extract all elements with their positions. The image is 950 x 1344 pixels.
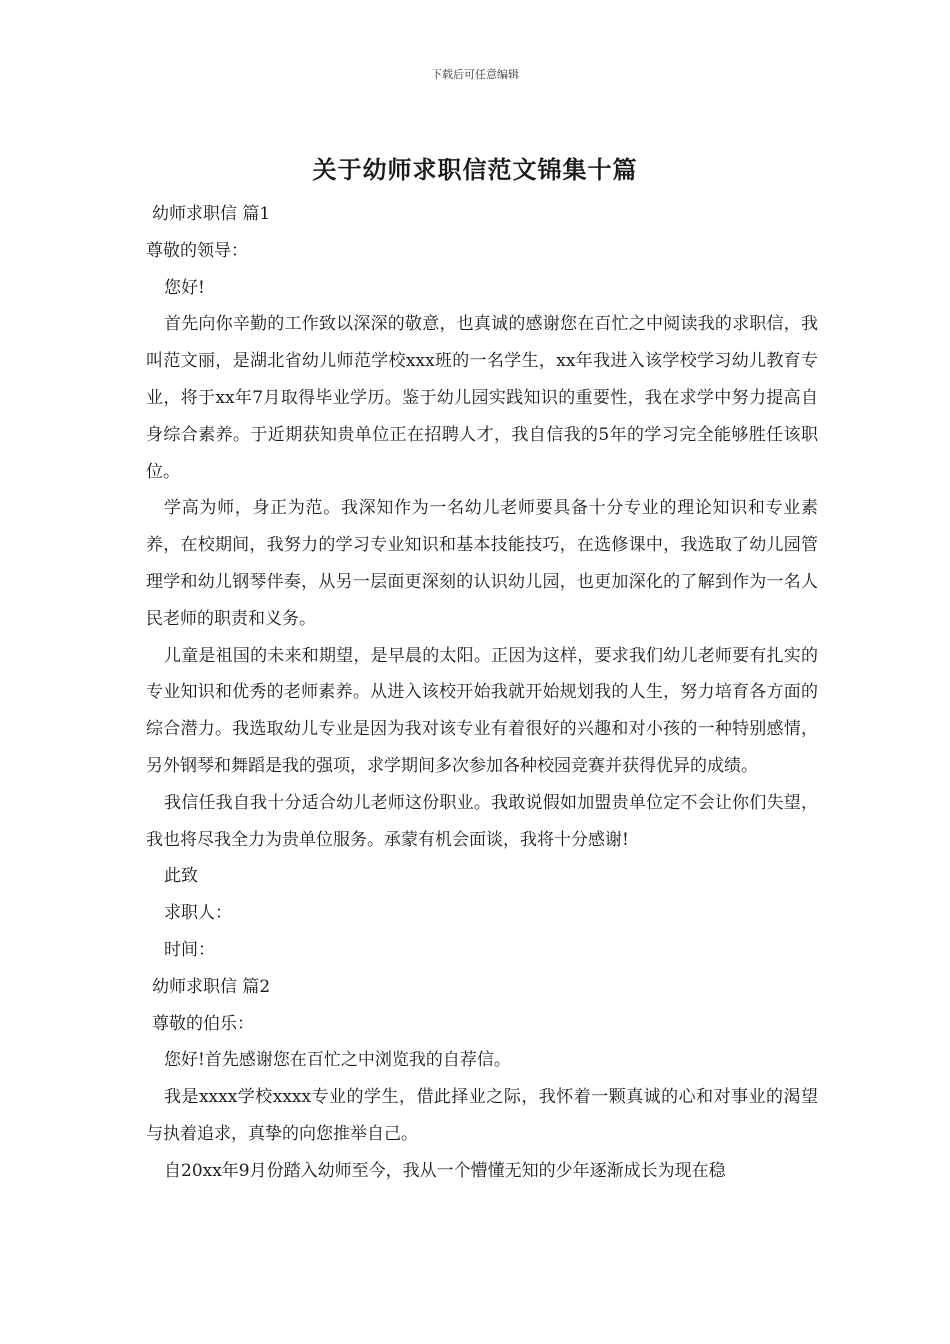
paragraph: 我信任我自我十分适合幼儿老师这份职业。我敢说假如加盟贵单位定不会让你们失望，我也将尽我全力为贵单位服务。承蒙有机会面谈，我将十分感谢! (146, 792, 818, 850)
salutation: 尊敬的领导： (146, 240, 248, 261)
greeting: 您好!首先感谢您在百忙之中浏览我的自荐信。 (164, 1050, 511, 1071)
section-heading: 幼师求职信 篇2 (152, 976, 271, 997)
document-body (146, 196, 818, 1190)
paragraph: 儿童是祖国的未来和期望，是早晨的太阳。正因为这样，要求我们幼儿老师要有扎实的专业知识和优秀的老师素养。从进入该校开始我就开始规划我的人生，努力培育各方面的综合潜力。我选取幼儿专业是因为我对该专业有着很好的兴趣和对小孩的一种特别感情，另外钢琴和舞蹈是我的强项，求学期间多次参加各种校园竞赛并获得优异的成绩。 (146, 645, 818, 776)
greeting: 您好! (164, 277, 205, 298)
page-header: 下载后可任意编辑 (431, 68, 519, 81)
applicant-line: 求职人： (164, 903, 232, 924)
paragraph: 我是xxxx学校xxxx专业的学生，借此择业之际，我怀着一颗真诚的心和对事业的渴望与执着追求，真挚的向您推举自己。 (146, 1087, 818, 1144)
section-heading: 幼师求职信 篇1 (152, 204, 271, 224)
paragraph: 首先向你辛勤的工作致以深深的敬意，也真诚的感谢您在百忙之中阅读我的求职信，我叫范文丽，是湖北省幼儿师范学校xxx班的一名学生，xx年我进入该学校学习幼儿教育专业，将于xx年7月取得毕业学历。鉴于幼儿园实践知识的重要性，我在求学中努力提高自身综合素养。于近期获知贵单位正在招聘人才，我自信我的5年的学习完全能够胜任该职位。 (146, 314, 818, 482)
paragraph: 自20xx年9月份踏入幼师至今，我从一个懵懂无知的少年逐渐成长为现在稳 (164, 1160, 726, 1181)
time-line: 时间： (164, 939, 215, 960)
paragraph: 学高为师，身正为范。我深知作为一名幼儿老师要具备十分专业的理论知识和专业素养，在校期间，我努力的学习专业知识和基本技能技巧，在选修课中，我选取了幼儿园管理学和幼儿钢琴伴奏，从另一层面更深刻的认识幼儿园，也更加深化的了解到作为一名人民老师的职责和义务。 (146, 498, 818, 629)
closing: 此致 (164, 866, 198, 887)
salutation: 尊敬的伯乐： (152, 1013, 254, 1034)
document-title: 关于幼师求职信范文锦集十篇 (312, 155, 638, 184)
